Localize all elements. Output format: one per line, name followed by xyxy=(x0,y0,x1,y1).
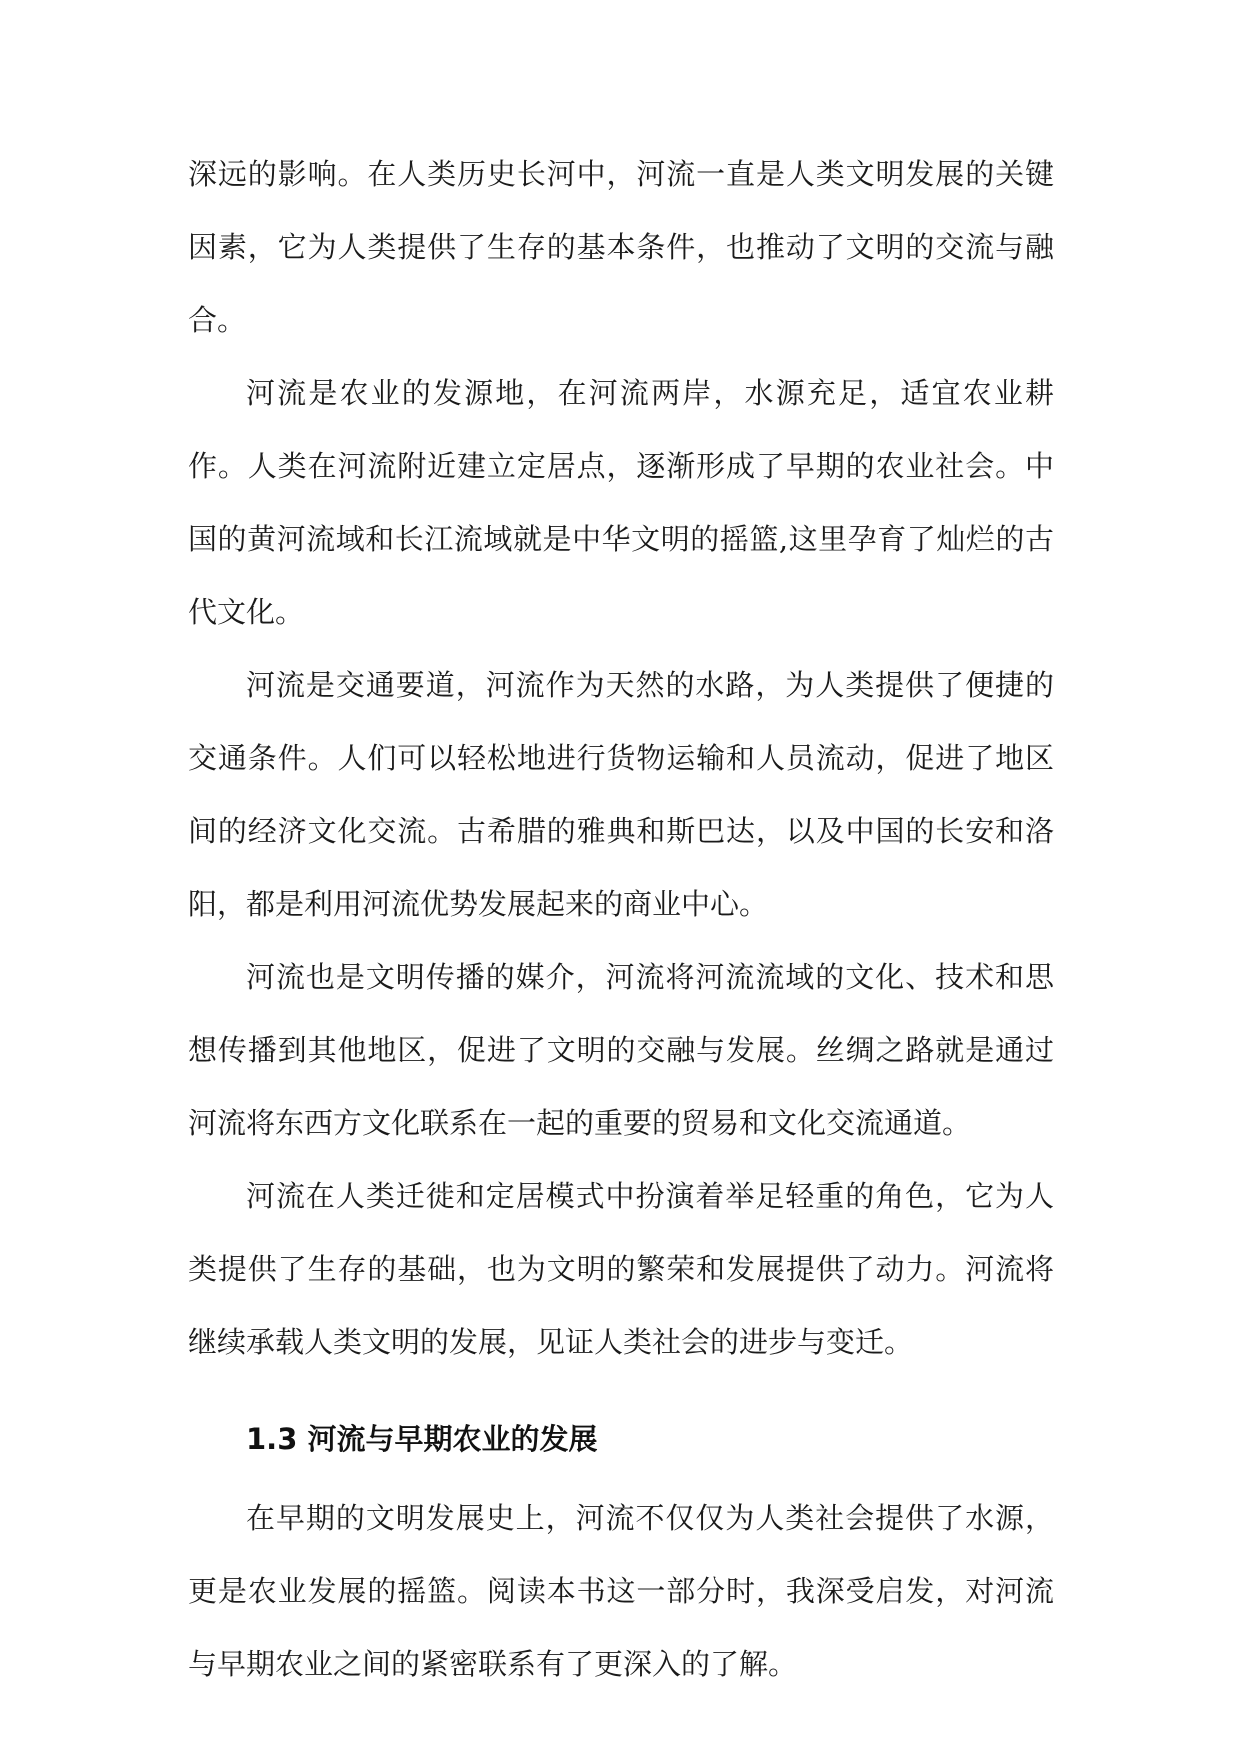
paragraph-migration: 河流在人类迁徙和定居模式中扮演着举足轻重的角色，它为人类提供了生存的基础，也为文明的繁荣和发展提供了动力。河流将继续承载人类文明的发展，见证人类社会的进步与变迁。 xyxy=(188,1179,1054,1359)
section-heading: 1.3 河流与早期农业的发展 xyxy=(246,1422,598,1456)
paragraph-transport: 河流是交通要道，河流作为天然的水路，为人类提供了便捷的交通条件。人们可以轻松地进行货物运输和人员流动，促进了地区间的经济文化交流。古希腊的雅典和斯巴达，以及中国的长安和洛阳，都是利用河流优势发展起来的商业中心。 xyxy=(188,668,1054,921)
paragraph-early-agriculture: 在早期的文明发展史上，河流不仅仅为人类社会提供了水源，更是农业发展的摇篮。阅读本书这一部分时，我深受启发，对河流与早期农业之间的紧密联系有了更深入的了解。 xyxy=(188,1501,1054,1681)
paragraph-civilization-spread: 河流也是文明传播的媒介，河流将河流流域的文化、技术和思想传播到其他地区，促进了文明的交融与发展。丝绸之路就是通过河流将东西方文化联系在一起的重要的贸易和文化交流通道。 xyxy=(188,960,1054,1140)
document-body xyxy=(188,138,1054,1701)
paragraph-continuation: 深远的影响。在人类历史长河中，河流一直是人类文明发展的关键因素，它为人类提供了生存的基本条件，也推动了文明的交流与融合。 xyxy=(188,157,1054,337)
paragraph-agriculture-origin: 河流是农业的发源地，在河流两岸，水源充足，适宜农业耕作。人类在河流附近建立定居点，逐渐形成了早期的农业社会。中国的黄河流域和长江流域就是中华文明的摇篮,这里孕育了灿烂的古代文化。 xyxy=(188,376,1054,629)
